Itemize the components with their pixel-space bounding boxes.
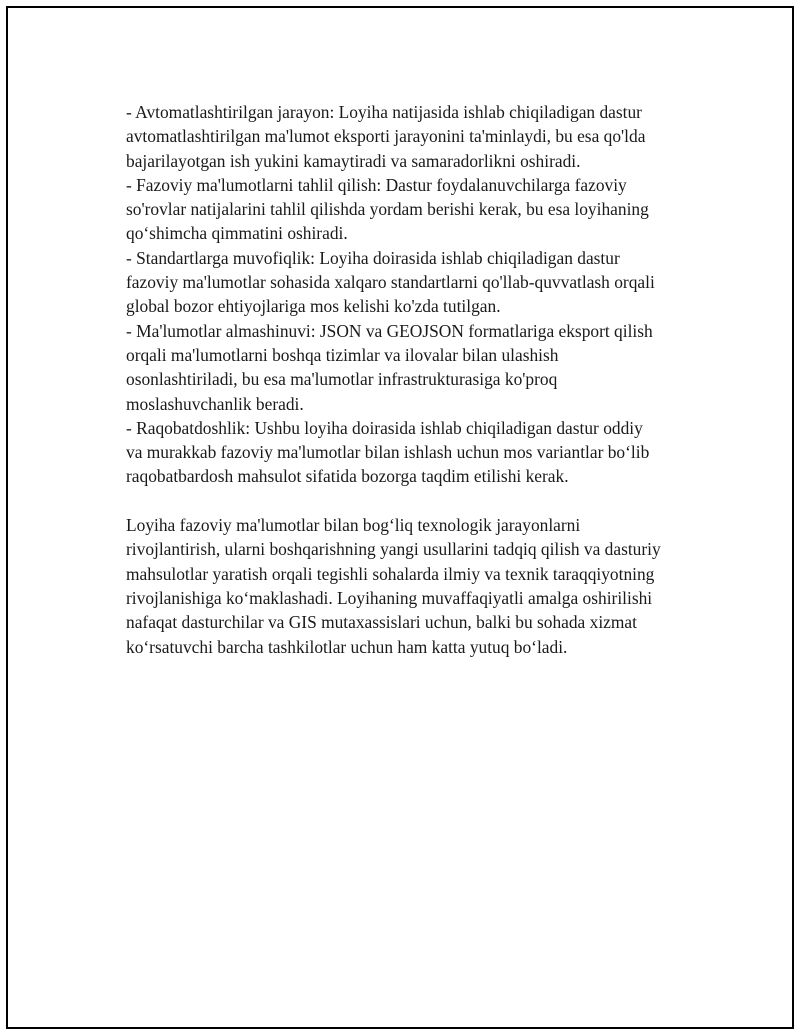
conclusion-paragraph (126, 513, 706, 659)
text-line: nafaqat dasturchilar va GIS mutaxassislari uchun, balki bu sohada xizmat (126, 612, 637, 633)
text-line: orqali ma'lumotlarni boshqa tizimlar va ilovalar bilan ulashish (126, 344, 559, 365)
text-line: - Fazoviy ma'lumotlarni tahlil qilish: Dastur foydalanuvchilarga fazoviy (126, 174, 627, 195)
text-line: avtomatlashtirilgan ma'lumot eksporti jarayonini ta'minlaydi, bu esa qo'lda (126, 126, 646, 147)
paragraph-gap (126, 489, 706, 513)
text-line: - Ma'lumotlar almashinuvi: JSON va GEOJSON formatlariga eksport qilish (126, 320, 653, 341)
benefits-list (126, 100, 706, 489)
text-line: raqobatbardosh mahsulot sifatida bozorga taqdim etilishi kerak. (126, 466, 569, 487)
text-line: qo‘shimcha qimmatini oshiradi. (126, 223, 348, 244)
text-line: rivojlantirish, ularni boshqarishning yangi usullarini tadqiq qilish va dasturiy (126, 539, 661, 560)
text-line: rivojlanishiga ko‘maklashadi. Loyihaning muvaffaqiyatli amalga oshirilishi (126, 587, 653, 608)
text-line: global bozor ehtiyojlariga mos kelishi ko'zda tutilgan. (126, 296, 501, 317)
text-line: - Raqobatdoshlik: Ushbu loyiha doirasida ishlab chiqiladigan dastur oddiy (126, 417, 643, 438)
text-line: bajarilayotgan ish yukini kamaytiradi va samaradorlikni oshiradi. (126, 150, 581, 171)
text-line: ko‘rsatuvchi barcha tashkilotlar uchun ham katta yutuq bo‘ladi. (126, 636, 568, 657)
text-line: moslashuvchanlik beradi. (126, 393, 304, 414)
text-line: so'rovlar natijalarini tahlil qilishda yordam berishi kerak, bu esa loyihaning (126, 199, 649, 220)
text-line: osonlashtiriladi, bu esa ma'lumotlar infrastrukturasiga ko'proq (126, 369, 558, 390)
document-body (126, 100, 706, 659)
text-line: - Avtomatlashtirilgan jarayon: Loyiha natijasida ishlab chiqiladigan dastur (126, 102, 642, 122)
text-line: mahsulotlar yaratish orqali tegishli sohalarda ilmiy va texnik taraqqiyotning (126, 563, 655, 584)
text-line: fazoviy ma'lumotlar sohasida xalqaro standartlarni qo'llab-quvvatlash orqali (126, 272, 655, 293)
text-line: - Standartlarga muvofiqlik: Loyiha doirasida ishlab chiqiladigan dastur (126, 247, 620, 268)
page-frame (6, 6, 794, 1029)
text-line: va murakkab fazoviy ma'lumotlar bilan ishlash uchun mos variantlar bo‘lib (126, 442, 650, 463)
text-line: Loyiha fazoviy ma'lumotlar bilan bog‘liq texnologik jarayonlarni (126, 515, 581, 536)
